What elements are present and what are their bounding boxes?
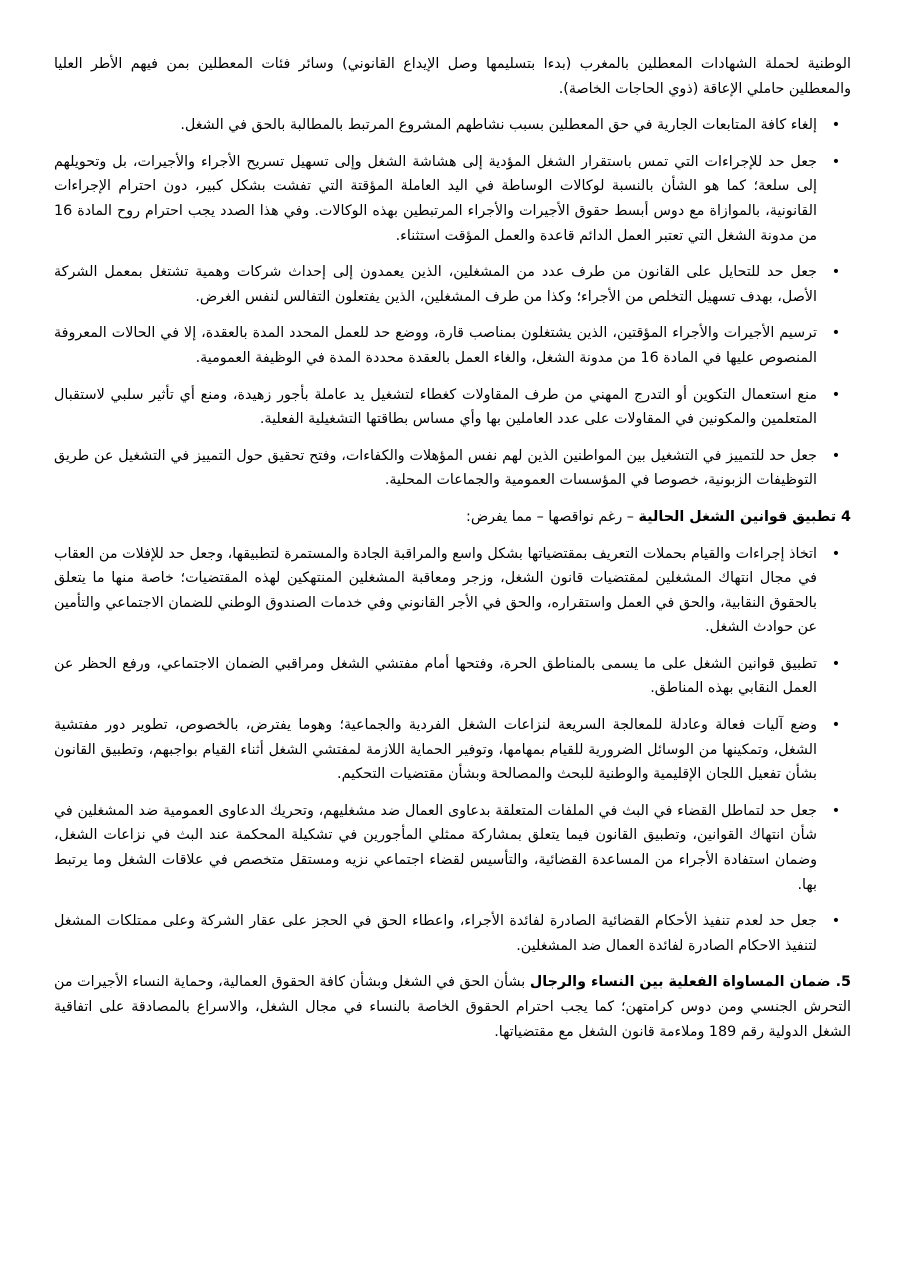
list-item-text: تطبيق قوانين الشغل على ما يسمى بالمناطق الحرة، وفتحها أمام مفتشي الشغل ومراقبي الضمان الاجتماعي، ورفع الحظر عن العمل النقابي بهذه المناطق. [54,655,817,697]
demands-list-1 [54,113,851,493]
list-item-text: ترسيم الأجيرات والأجراء المؤقتين، الذين يشتغلون بمناصب قارة، ووضع حد للعمل المحدد المدة بالعقدة، إلا في الحالات المعروفة المنصوص عليها في المادة 16 من مدونة الشغل، والغاء العمل بالعقدة محددة المدة في الوظيفة العمومية. [54,325,817,366]
list-item-text: جعل حد لتماطل القضاء في البث في الملفات المتعلقة بدعاوى العمال ضد مشغليهم، وتحريك الدعاوى العمومية ضد المشغلين في شأن انتهاك القوانين، وتطبيق القانون فيما يتعلق بمشاركة ممثلي المأجورين في تشكيلة المحكمة عند البث في نزاعات الشغل، وضمان استفادة الأجراء من المساعدة القضائية، والتأسيس لقضاء اجتماعي نزيه ومستقل متخصص في علاقات الشغل وما يرتبط بها. [54,802,817,893]
bullet-icon: • [831,325,841,342]
bullet-icon: • [831,717,841,734]
bullet-icon: • [831,655,841,672]
list-item-text: جعل حد للتمييز في التشغيل بين المواطنين الذين لهم نفس المؤهلات والكفاءات، وفتح تحقيق حول التمييز في التشغيل عن طريق التوظيفات الزبونية، خصوصا في المؤسسات العمومية والجماعات المحلية. [54,447,817,489]
bullet-icon: • [831,802,841,819]
section-5-number: 5. [835,974,851,991]
bullet-icon: • [831,913,841,930]
bullet-icon: • [831,264,841,281]
section-4-subtitle: – رغم نواقصها – مما يفرض: [466,508,639,525]
bullet-icon: • [831,153,841,170]
list-item [54,713,851,787]
list-item [54,150,851,248]
list-item [54,113,851,138]
bullet-icon: • [831,545,841,562]
section-5-title: ضمان المساواة الفعلية بين النساء والرجال [529,974,831,991]
list-item [54,542,851,640]
list-item [54,444,851,493]
list-item [54,321,851,370]
list-item [54,383,851,432]
list-item-text: جعل حد للتحايل على القانون من طرف عدد من المشغلين، الذين يعمدون إلى إحداث شركات وهمية تشتغل بمعمل الشركة الأصل، بهدف تسهيل التخلص من الأجراء؛ وكذا من طرف المشغلين، الذين يفتعلون التفالس لنفس الغرض. [54,264,817,305]
list-item-text: جعل حد لعدم تنفيذ الأحكام القضائية الصادرة لفائدة الأجراء، واعطاء الحق في الحجز على عقار الشركة وعلى ممتلكات المشغل لتنفيذ الاحكام الصادرة لفائدة العمال ضد المشغلين. [54,913,817,954]
bullet-icon: • [831,117,841,134]
bullet-icon: • [831,386,841,403]
list-item-text: وضع آليات فعالة وعادلة للمعالجة السريعة لنزاعات الشغل الفردية والجماعية؛ وهوما يفترض، بالخصوص، تطوير دور مفتشية الشغل، وتمكينها من الوسائل الضرورية للقيام بمهامها، وتوفير الحماية اللازمة لمفتشي الشغل أثناء القيام بواجبهم، وتطبيق القانون بشأن تفعيل اللجان الإقليمية والوطنية للبحث والمصالحة وبشأن مقتضيات التحكيم. [54,717,817,783]
section-5-paragraph [54,970,851,1044]
bullet-icon: • [831,447,841,464]
list-item-text: جعل حد للإجراءات التي تمس باستقرار الشغل المؤدية إلى هشاشة الشغل وإلى تسهيل تسريح الأجراء والأجيرات، بل وتحويلهم إلى سلعة؛ كما هو الشأن بالنسبة لوكالات الوساطة في اليد العاملة المؤقتة التي تفشت بشكل كبير، دون احترام الإجراءات القانونية، بالموازاة مع دوس أبسط حقوق الأجيرات والأجراء المرتبطين بهذه الوكالات. وفي هذا الصدد يجب احترام روح المادة 16 من مدونة الشغل التي تعتبر العمل الدائم قاعدة والعمل المؤقت استثناء. [54,153,817,244]
list-item-text: اتخاذ إجراءات والقيام بحملات التعريف بمقتضياتها بشكل واسع والمراقبة الجادة والمستمرة لتطبيقها، وجعل حد للإفلات من العقاب في مجال انتهاك المشغلين لمقتضيات قانون الشغل، وزجر ومعاقبة المشغلين المنتهكين لهذه المقتضيات؛ خاصة منها ما يتعلق بالحقوق النقابية، والحق في العمل واستقراره، والحق في الأجر القانوني وفي خدمات الصندوق الوطني للضمان الاجتماعي والتأمين عن حوادث الشغل. [54,545,817,636]
list-item [54,799,851,897]
list-item [54,652,851,701]
list-item-text: منع استعمال التكوين أو التدرج المهني من طرف المقاولات كغطاء لتشغيل يد عاملة بأجور زهيدة، ومنع أي تأثير سلبي لاستقبال المتعلمين والمكونين في المقاولات على عدد العاملين بها وأي مساس بطاقتها التشغيلية الفعلية. [54,386,817,428]
list-item [54,909,851,958]
demands-list-2 [54,542,851,959]
list-item [54,260,851,309]
section-4-number: 4 [841,508,851,525]
section-4-heading [54,505,851,530]
section-5-body: بشأن الحق في الشغل وبشأن كافة الحقوق العمالية، وحماية النساء الأجيرات من التحرش الجنسي ومن دوس كرامتهن؛ كما يجب احترام الحقوق الخاصة بالنساء في مجال الشغل، والاسراع بالمصادقة على اتفاقية الشغل الدولية رقم 189 وملاءمة قانون الشغل مع مقتضياتها. [54,974,851,1040]
intro-paragraph: الوطنية لحملة الشهادات المعطلين بالمغرب (بدءا بتسليمها وصل الإيداع القانوني) وسائر فئات المعطلين بمن فيهم الأطر العليا والمعطلين حاملي الإعاقة (ذوي الحاجات الخاصة). [54,56,851,97]
section-4-title: تطبيق قوانين الشغل الحالية [638,508,837,525]
list-item-text: إلغاء كافة المتابعات الجارية في حق المعطلين بسبب نشاطهم المشروع المرتبط بالمطالبة بالحق في الشغل. [180,117,817,134]
